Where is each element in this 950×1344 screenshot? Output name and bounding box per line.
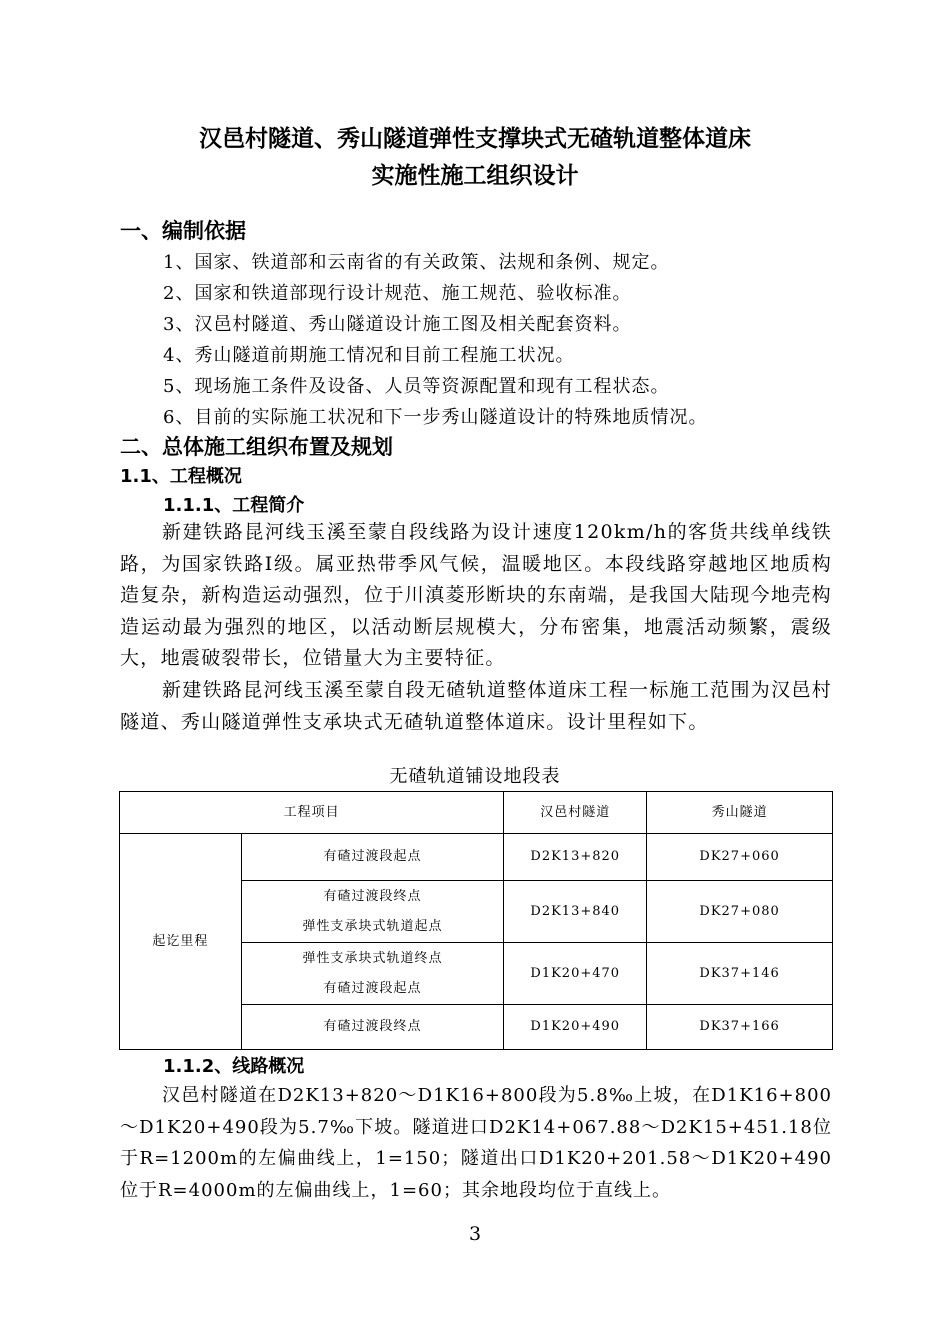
subsection-1-1-heading: 1.1、工程概况	[120, 466, 242, 487]
item-text: 有碴过渡段起点	[323, 980, 422, 996]
table-caption: 无碴轨道铺设地段表	[389, 766, 561, 787]
document-title-line1: 汉邑村隧道、秀山隧道弹性支撑块式无碴轨道整体道床	[199, 126, 751, 152]
item-text: 有碴过渡段终点	[323, 888, 422, 904]
page-number: 3	[468, 1223, 482, 1245]
section2-heading: 二、总体施工组织布置及规划	[120, 435, 393, 459]
header-project-item: 工程项目	[120, 792, 504, 834]
subsection-1-1-1-heading: 1.1.1、工程简介	[163, 495, 305, 516]
item-text: 有碴过渡段终点	[323, 1019, 422, 1034]
group-label-cell: 起讫里程	[120, 834, 242, 1050]
section1-heading: 一、编制依据	[120, 219, 246, 243]
document-title-line2: 实施性施工组织设计	[371, 163, 579, 189]
table-header-row	[120, 792, 833, 834]
basis-item-2: 2、国家和铁道部现行设计规范、施工规范、验收标准。	[163, 283, 632, 304]
hanyi-mileage-cell: D1K20+490	[504, 1005, 647, 1050]
hanyi-mileage-cell: D2K13+820	[504, 834, 647, 881]
subsection-1-1-2-heading: 1.1.2、线路概况	[163, 1056, 305, 1077]
basis-item-5: 5、现场施工条件及设备、人员等资源配置和现有工程状态。	[163, 376, 670, 397]
item-cell	[241, 943, 504, 1005]
project-intro-paragraph: 新建铁路昆河线玉溪至蒙自段线路为设计速度120km/h的客货共线单线铁路，为国家铁路I级。属亚热带季风气候，温暖地区。本段线路穿越地区地质构造复杂，新构造运动强烈，位于川滇菱形断块的东南端，是我国大陆现今地壳构造运动最为强烈的地区，以活动断层规模大，分布密集，地震活动频繁，震级大，地震破裂带长，位错量大为主要特征。	[120, 521, 832, 669]
basis-item-4: 4、秀山隧道前期施工情况和目前工程施工状况。	[163, 345, 575, 366]
xiushan-mileage-cell: DK37+146	[647, 943, 833, 1005]
basis-item-3: 3、汉邑村隧道、秀山隧道设计施工图及相关配套资料。	[163, 314, 632, 335]
xiushan-mileage-cell: DK27+060	[647, 834, 833, 881]
xiushan-mileage-cell: DK27+080	[647, 881, 833, 943]
construction-scope-paragraph: 新建铁路昆河线玉溪至蒙自段无碴轨道整体道床工程一标施工范围为汉邑村隧道、秀山隧道弹性支承块式无碴轨道整体道床。设计里程如下。	[120, 679, 832, 733]
item-cell	[241, 834, 504, 881]
item-text: 有碴过渡段起点	[323, 849, 422, 864]
line-overview-paragraph: 汉邑村隧道在D2K13+820～D1K16+800段为5.8‰上坡，在D1K16+800～D1K20+490段为5.7‰下坡。隧道进口D2K14+067.88～D2K15+451.18位于R=1200m的左偏曲线上，1=150；隧道出口D1K20+201.58～D1K20+490位于R=4000m的左偏曲线上，1=60；其余地段均位于直线上。	[120, 1085, 832, 1201]
header-hanyi-tunnel: 汉邑村隧道	[504, 792, 647, 834]
table-row	[120, 834, 833, 881]
track-section-table	[119, 791, 833, 1050]
item-cell	[241, 1005, 504, 1050]
basis-item-1: 1、国家、铁道部和云南省的有关政策、法规和条例、规定。	[163, 252, 670, 273]
item-cell	[241, 881, 504, 943]
hanyi-mileage-cell: D1K20+470	[504, 943, 647, 1005]
basis-item-6: 6、目前的实际施工状况和下一步秀山隧道设计的特殊地质情况。	[163, 407, 708, 428]
hanyi-mileage-cell: D2K13+840	[504, 881, 647, 943]
item-text: 弹性支承块式轨道终点	[302, 950, 443, 966]
header-xiushan-tunnel: 秀山隧道	[647, 792, 833, 834]
item-text: 弹性支承块式轨道起点	[302, 918, 443, 934]
xiushan-mileage-cell: DK37+166	[647, 1005, 833, 1050]
